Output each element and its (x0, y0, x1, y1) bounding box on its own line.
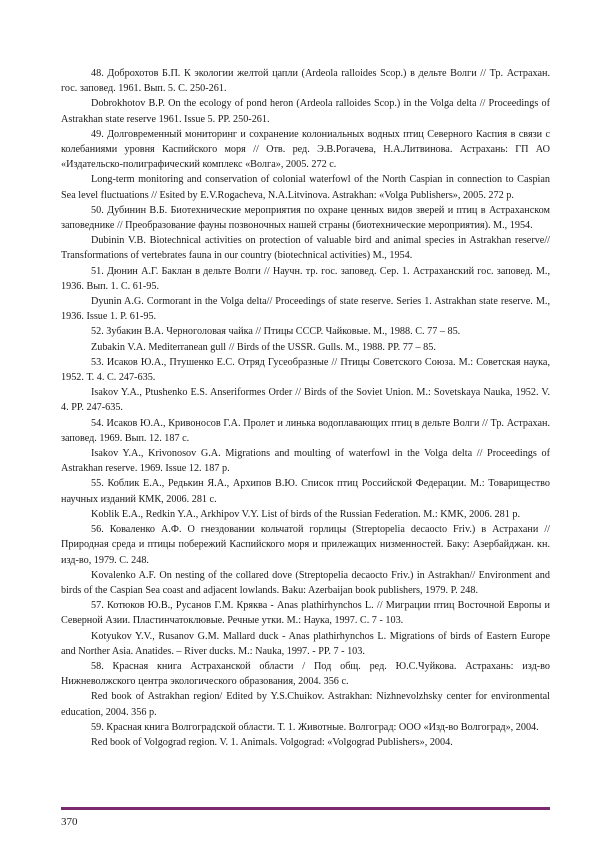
ref-48-ru: 48. Доброхотов Б.П. К экологии желтой цапли (Ardeola ralloides Scop.) в дельте Волги // Тр. Астрахан. гос. заповед. 1961. Вып. 5. С. 250-261. (61, 68, 550, 95)
ref-52-ru: 52. Зубакин В.А. Черноголовая чайка // Птицы СССР. Чайковые. М., 1988. С. 77 – 85. (91, 326, 461, 338)
ref-53-en: Isakov Y.A., Ptushenko E.S. Anseriformes Order // Birds of the Soviet Union. M.: Sovetskaya Nauka, 1952. V. 4. PP. 247-635. (61, 387, 550, 414)
ref-48-en: Dobrokhotov B.P. On the ecology of pond heron (Ardeola ralloides Scop.) in the Volga delta // Proceedings of Astrakhan state reserve 1961. Issue 5. PP. 250-261. (61, 98, 550, 125)
ref-49-en: Long-term monitoring and conservation of colonial waterfowl of the North Caspian in connection to Caspian Sea level fluctuations // Esited by E.V.Rogacheva, N.A.Litvinova. Astrakhan: «Volga Publishers», 2005. 272 p. (61, 174, 550, 201)
ref-54-ru: 54. Исаков Ю.А., Кривоносов Г.А. Пролет и линька водоплавающих птиц в дельте Волги // Тр. Астрахан. заповед. 1969. Вып. 12. 187 с. (61, 417, 550, 444)
page-number: 370 (61, 816, 78, 828)
ref-52-en: Zubakin V.A. Mediterranean gull // Birds of the USSR. Gulls. M., 1988. PP. 77 – 85. (91, 341, 436, 353)
ref-55-en: Koblik E.A., Redkin Y.A., Arkhipov V.Y. List of birds of the Russian Federation. M.: KMK, 2006. 281 p. (91, 508, 521, 520)
ref-50-en: Dubinin V.B. Biotechnical activities on protection of valuable bird and animal species in Astrakhan reserve// Transformations of vertebrates fauna in our country (biotechnical activities) M., 1954. (61, 235, 550, 262)
ref-51-ru: 51. Дюнин А.Г. Баклан в дельте Волги // Научн. тр. гос. заповед. Сер. 1. Астраханский гос. заповед. М., 1936. Вып. 1. С. 61-95. (61, 265, 550, 292)
ref-57-en: Kotyukov Y.V., Rusanov G.M. Mallard duck - Anas plathirhynchos L. Migrations of birds of Eastern Europe and Norther Asia. Anatides. – River ducks. M.: Nauka, 1997. - PP. 7 - 103. (61, 630, 550, 657)
ref-59-ru: 59. Красная книга Волгоградской области. Т. 1. Животные. Волгоград: ООО «Изд-во Волгоград», 2004. (91, 721, 539, 733)
ref-56-ru: 56. Коваленко А.Ф. О гнездовании кольчатой горлицы (Streptopelia decaocto Friv.) в Астрахани // Природная среда и птицы побережий Каспийского моря и прилежащих низменностей. Баку: Азербайджан. кн. изд-во, 1979. С. 248. (61, 524, 550, 566)
ref-54-en: Isakov Y.A., Krivonosov G.A. Migrations and moulting of waterfowl in the Volga delta // Proceedings of Astrakhan reserve. 1969. Issue 12. 187 p. (61, 448, 550, 475)
ref-58-en: Red book of Astrakhan region/ Edited by Y.S.Chuikov. Astrakhan: Nizhnevolzhsky center for environmental education, 2004. 356 p. (61, 691, 550, 718)
ref-53-ru: 53. Исаков Ю.А., Птушенко Е.С. Отряд Гусеобразные // Птицы Советского Союза. М.: Советская наука, 1952. Т. 4. С. 247-635. (61, 356, 550, 384)
ref-50-ru: 50. Дубинин В.Б. Биотехнические мероприятия по охране ценных видов зверей и птиц в Астраханском заповеднике // Преобразование фауны позвоночных нашей страны (биотехнические мероприятия). М., 1954. (61, 204, 550, 232)
ref-57-ru: 57. Котюков Ю.В., Русанов Г.М. Кряква - Anas plathirhynchos L. // Миграции птиц Восточной Европы и Северной Азии. Пластинчатоклювые. Речные утки. М.: Наука, 1997. С. 7 - 103. (61, 600, 550, 627)
reference-list (61, 66, 550, 750)
ref-49-ru: 49. Долговременный мониторинг и сохранение колониальных водных птиц Северного Каспия в связи с колебаниями уровня Каспийского моря // Отв. ред. Э.В.Рогачева, Н.А.Литвинова. Астрахань: ГП АО «Издательско-полиграфический комплекс «Волга», 2005. 272 с. (61, 128, 550, 171)
ref-58-ru: 58. Красная книга Астраханской области / Под общ. ред. Ю.С.Чуйкова. Астрахань: изд-во Нижневолжского центра экологического образования, 2004. 356 с. (61, 660, 550, 688)
ref-59-en: Red book of Volgograd region. V. 1. Animals. Volgograd: «Volgograd Publishers», 2004. (91, 736, 453, 748)
ref-55-ru: 55. Коблик Е.А., Редькин Я.А., Архипов В.Ю. Список птиц Российской Федерации. М.: Товарищество научных изданий КМК, 2006. 281 с. (61, 478, 550, 505)
footer-rule (61, 807, 550, 810)
ref-56-en: Kovalenko A.F. On nesting of the collared dove (Streptopelia decaocto Friv.) in Astrakhan// Environment and birds of the Caspian Sea coast and adjacent lowlands. Baku: Azerbaijan book publishers, 1979. P. 248. (61, 569, 550, 596)
ref-51-en: Dyunin A.G. Cormorant in the Volga delta// Proceedings of state reserve. Series 1. Astrakhan state reserve. M., 1936. Issue 1. P. 61-95. (61, 296, 550, 323)
